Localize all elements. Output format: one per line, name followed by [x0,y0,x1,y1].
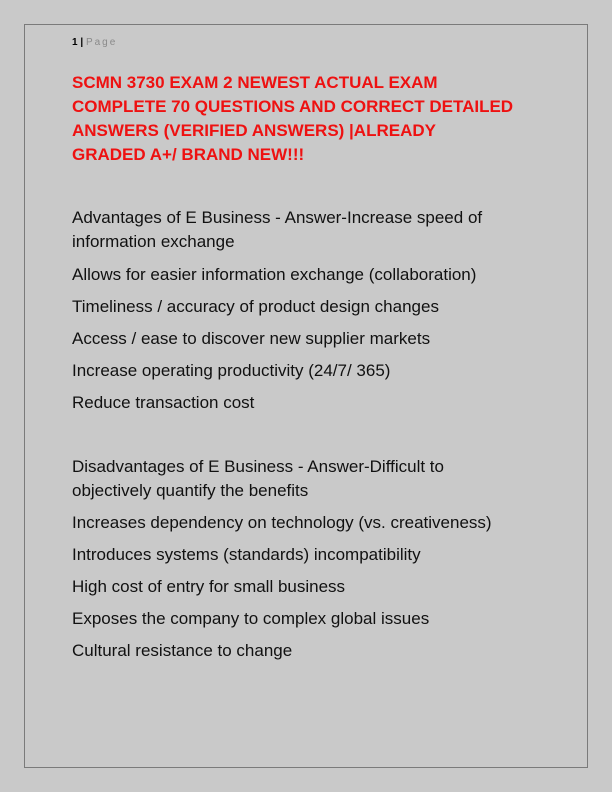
title-line: SCMN 3730 EXAM 2 NEWEST ACTUAL EXAM [72,73,438,92]
advantages-item: Timeliness / accuracy of product design changes [72,297,439,316]
advantages-item: Access / ease to discover new supplier markets [72,329,431,348]
disadvantages-item: High cost of entry for small business [72,577,346,596]
advantages-question-line: Advantages of E Business - Answer-Increase speed of [72,208,483,227]
disadvantages-question [72,455,552,503]
page-number: 1 [72,37,78,48]
advantages-question [72,206,552,254]
title-line: COMPLETE 70 QUESTIONS AND CORRECT DETAILED [72,97,514,116]
disadvantages-item: Exposes the company to complex global issues [72,609,430,628]
title-line: GRADED A+/ BRAND NEW!!! [72,145,305,164]
disadvantages-item: Increases dependency on technology (vs. creativeness) [72,513,492,532]
disadvantages-item: Cultural resistance to change [72,641,293,660]
advantages-question-line: information exchange [72,232,235,251]
document-title [72,71,552,167]
page-separator: | [80,37,84,48]
disadvantages-question-line: Disadvantages of E Business - Answer-Difficult to [72,457,444,476]
advantages-item: Allows for easier information exchange (collaboration) [72,265,477,284]
advantages-item: Reduce transaction cost [72,393,255,412]
page-word: Page [85,37,118,48]
disadvantages-item: Introduces systems (standards) incompatibility [72,545,421,564]
page-header [72,36,117,50]
advantages-item: Increase operating productivity (24/7/ 365) [72,361,391,380]
disadvantages-question-line: objectively quantify the benefits [72,481,309,500]
title-line: ANSWERS (VERIFIED ANSWERS) |ALREADY [72,121,436,140]
